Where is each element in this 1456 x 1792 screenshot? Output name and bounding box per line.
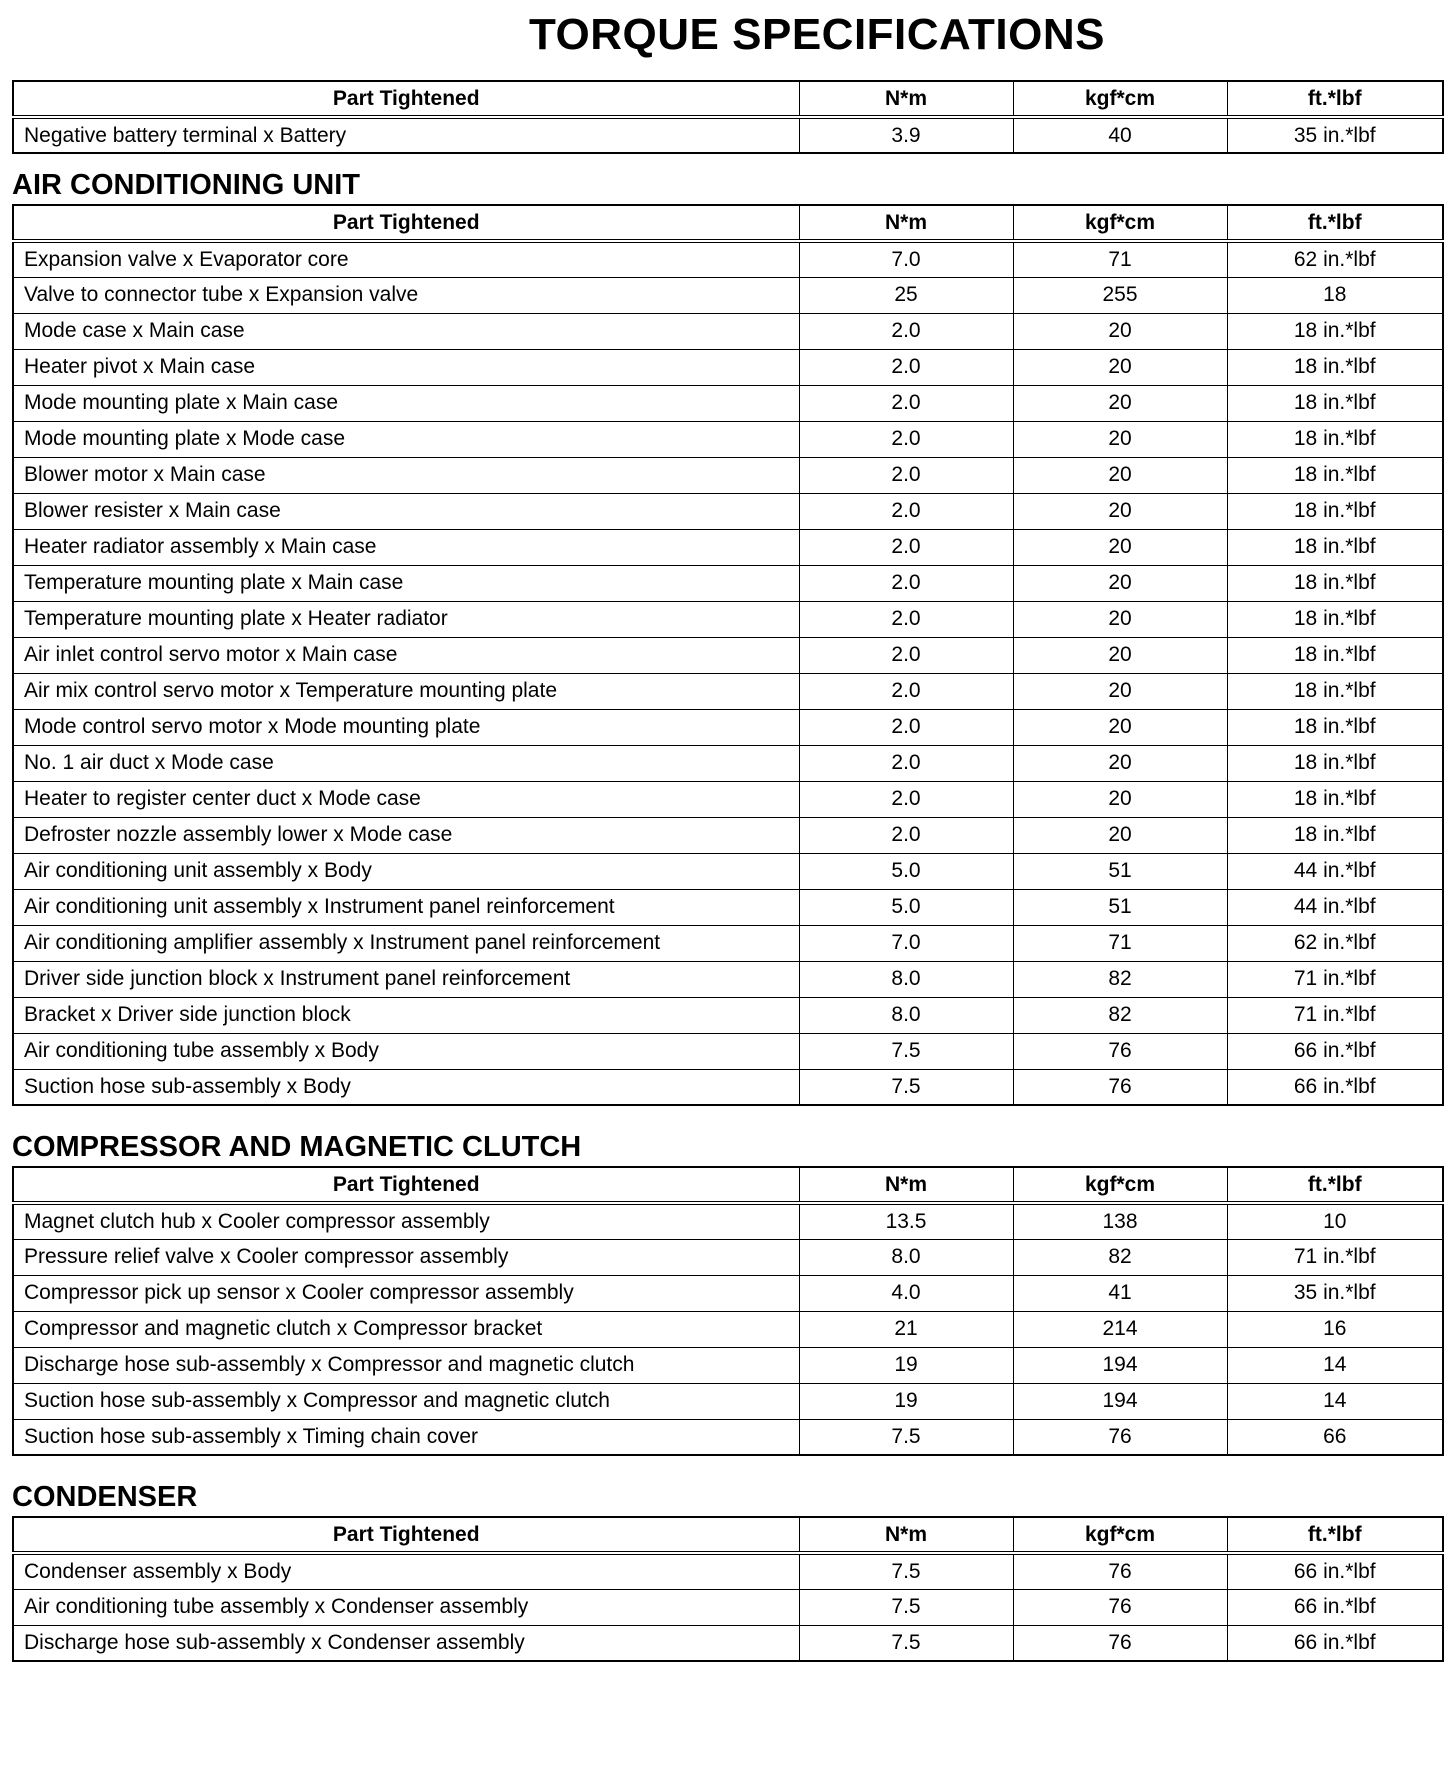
- spec-section: [12, 154, 1442, 1106]
- cell-kgfcm: 20: [1013, 565, 1227, 601]
- cell-kgfcm: 214: [1013, 1311, 1227, 1347]
- cell-kgfcm: 76: [1013, 1553, 1227, 1589]
- cell-ftlbf: 18 in.*lbf: [1227, 745, 1443, 781]
- cell-part-tightened: Air conditioning unit assembly x Instrument panel reinforcement: [13, 889, 799, 925]
- cell-ftlbf: 66 in.*lbf: [1227, 1625, 1443, 1661]
- cell-ftlbf: 18 in.*lbf: [1227, 349, 1443, 385]
- cell-nm: 2.0: [799, 565, 1013, 601]
- header-part-tightened: Part Tightened: [13, 81, 799, 117]
- header-kgfcm: kgf*cm: [1013, 1517, 1227, 1553]
- table-row: [13, 1275, 1443, 1311]
- torque-table: [12, 1166, 1444, 1456]
- cell-part-tightened: Air conditioning tube assembly x Condenser assembly: [13, 1589, 799, 1625]
- cell-kgfcm: 138: [1013, 1203, 1227, 1239]
- header-kgfcm: kgf*cm: [1013, 205, 1227, 241]
- cell-nm: 2.0: [799, 673, 1013, 709]
- cell-kgfcm: 20: [1013, 601, 1227, 637]
- header-part-tightened: Part Tightened: [13, 1517, 799, 1553]
- header-ftlbf: ft.*lbf: [1227, 81, 1443, 117]
- cell-nm: 19: [799, 1383, 1013, 1419]
- header-ftlbf: ft.*lbf: [1227, 205, 1443, 241]
- cell-nm: 2.0: [799, 349, 1013, 385]
- cell-ftlbf: 18 in.*lbf: [1227, 709, 1443, 745]
- cell-ftlbf: 18 in.*lbf: [1227, 385, 1443, 421]
- cell-kgfcm: 76: [1013, 1625, 1227, 1661]
- header-kgfcm: kgf*cm: [1013, 81, 1227, 117]
- cell-nm: 2.0: [799, 457, 1013, 493]
- cell-part-tightened: Defroster nozzle assembly lower x Mode case: [13, 817, 799, 853]
- cell-kgfcm: 20: [1013, 385, 1227, 421]
- cell-ftlbf: 18 in.*lbf: [1227, 781, 1443, 817]
- cell-kgfcm: 71: [1013, 241, 1227, 277]
- cell-nm: 8.0: [799, 961, 1013, 997]
- cell-ftlbf: 35 in.*lbf: [1227, 1275, 1443, 1311]
- cell-nm: 2.0: [799, 421, 1013, 457]
- table-row: [13, 1033, 1443, 1069]
- torque-table: [12, 204, 1444, 1106]
- cell-kgfcm: 76: [1013, 1069, 1227, 1105]
- cell-kgfcm: 51: [1013, 889, 1227, 925]
- cell-part-tightened: Expansion valve x Evaporator core: [13, 241, 799, 277]
- table-row: [13, 889, 1443, 925]
- table-row: [13, 637, 1443, 673]
- cell-part-tightened: Heater radiator assembly x Main case: [13, 529, 799, 565]
- spec-section: [12, 1456, 1442, 1662]
- cell-ftlbf: 18 in.*lbf: [1227, 637, 1443, 673]
- cell-kgfcm: 20: [1013, 817, 1227, 853]
- cell-part-tightened: Mode mounting plate x Mode case: [13, 421, 799, 457]
- table-row: [13, 117, 1443, 153]
- table-row: [13, 1589, 1443, 1625]
- table-row: [13, 1625, 1443, 1661]
- cell-kgfcm: 20: [1013, 493, 1227, 529]
- cell-nm: 2.0: [799, 745, 1013, 781]
- table-row: [13, 1347, 1443, 1383]
- section-spacer: [12, 1456, 1442, 1480]
- cell-nm: 2.0: [799, 601, 1013, 637]
- section-heading: COMPRESSOR AND MAGNETIC CLUTCH: [12, 1131, 582, 1163]
- cell-ftlbf: 71 in.*lbf: [1227, 997, 1443, 1033]
- cell-nm: 2.0: [799, 493, 1013, 529]
- table-row: [13, 1311, 1443, 1347]
- cell-part-tightened: Air conditioning tube assembly x Body: [13, 1033, 799, 1069]
- cell-ftlbf: 14: [1227, 1347, 1443, 1383]
- cell-part-tightened: Air mix control servo motor x Temperature mounting plate: [13, 673, 799, 709]
- cell-ftlbf: 66 in.*lbf: [1227, 1589, 1443, 1625]
- cell-nm: 21: [799, 1311, 1013, 1347]
- cell-ftlbf: 14: [1227, 1383, 1443, 1419]
- cell-nm: 8.0: [799, 997, 1013, 1033]
- cell-kgfcm: 51: [1013, 853, 1227, 889]
- cell-part-tightened: Heater pivot x Main case: [13, 349, 799, 385]
- cell-kgfcm: 40: [1013, 117, 1227, 153]
- table-row: [13, 781, 1443, 817]
- cell-ftlbf: 18: [1227, 277, 1443, 313]
- section-spacer: [12, 1106, 1442, 1130]
- table-row: [13, 1383, 1443, 1419]
- cell-part-tightened: Pressure relief valve x Cooler compressor assembly: [13, 1239, 799, 1275]
- cell-kgfcm: 194: [1013, 1347, 1227, 1383]
- cell-kgfcm: 20: [1013, 709, 1227, 745]
- table-row: [13, 457, 1443, 493]
- cell-ftlbf: 18 in.*lbf: [1227, 421, 1443, 457]
- table-row: [13, 529, 1443, 565]
- cell-ftlbf: 18 in.*lbf: [1227, 457, 1443, 493]
- cell-part-tightened: Negative battery terminal x Battery: [13, 117, 799, 153]
- cell-ftlbf: 18 in.*lbf: [1227, 493, 1443, 529]
- cell-kgfcm: 82: [1013, 961, 1227, 997]
- cell-part-tightened: Condenser assembly x Body: [13, 1553, 799, 1589]
- cell-ftlbf: 71 in.*lbf: [1227, 961, 1443, 997]
- cell-part-tightened: Temperature mounting plate x Main case: [13, 565, 799, 601]
- cell-ftlbf: 66 in.*lbf: [1227, 1033, 1443, 1069]
- cell-part-tightened: Compressor pick up sensor x Cooler compressor assembly: [13, 1275, 799, 1311]
- cell-part-tightened: Discharge hose sub-assembly x Condenser assembly: [13, 1625, 799, 1661]
- table-row: [13, 601, 1443, 637]
- table-row: [13, 277, 1443, 313]
- table-row: [13, 1203, 1443, 1239]
- header-part-tightened: Part Tightened: [13, 205, 799, 241]
- header-nm: N*m: [799, 1167, 1013, 1203]
- cell-nm: 7.5: [799, 1419, 1013, 1455]
- table-row: [13, 925, 1443, 961]
- cell-ftlbf: 18 in.*lbf: [1227, 565, 1443, 601]
- cell-ftlbf: 66 in.*lbf: [1227, 1069, 1443, 1105]
- cell-kgfcm: 76: [1013, 1419, 1227, 1455]
- table-row: [13, 493, 1443, 529]
- cell-part-tightened: Air conditioning amplifier assembly x Instrument panel reinforcement: [13, 925, 799, 961]
- cell-part-tightened: Mode case x Main case: [13, 313, 799, 349]
- section-heading: AIR CONDITIONING UNIT: [12, 169, 360, 201]
- cell-nm: 19: [799, 1347, 1013, 1383]
- table-row: [13, 1069, 1443, 1105]
- header-nm: N*m: [799, 205, 1013, 241]
- table-header-row: [13, 205, 1443, 241]
- cell-nm: 25: [799, 277, 1013, 313]
- page: [12, 0, 1442, 1662]
- cell-ftlbf: 44 in.*lbf: [1227, 889, 1443, 925]
- cell-nm: 7.5: [799, 1553, 1013, 1589]
- cell-kgfcm: 194: [1013, 1383, 1227, 1419]
- cell-nm: 7.5: [799, 1625, 1013, 1661]
- table-header-row: [13, 81, 1443, 117]
- cell-part-tightened: Suction hose sub-assembly x Body: [13, 1069, 799, 1105]
- cell-nm: 4.0: [799, 1275, 1013, 1311]
- cell-kgfcm: 20: [1013, 529, 1227, 565]
- cell-nm: 2.0: [799, 385, 1013, 421]
- cell-part-tightened: Compressor and magnetic clutch x Compressor bracket: [13, 1311, 799, 1347]
- spec-section: [12, 1106, 1442, 1456]
- table-row: [13, 241, 1443, 277]
- cell-nm: 7.0: [799, 241, 1013, 277]
- cell-part-tightened: Discharge hose sub-assembly x Compressor and magnetic clutch: [13, 1347, 799, 1383]
- cell-part-tightened: Bracket x Driver side junction block: [13, 997, 799, 1033]
- cell-ftlbf: 66 in.*lbf: [1227, 1553, 1443, 1589]
- page-title: TORQUE SPECIFICATIONS: [528, 10, 1106, 59]
- table-row: [13, 817, 1443, 853]
- table-row: [13, 673, 1443, 709]
- cell-part-tightened: Air inlet control servo motor x Main case: [13, 637, 799, 673]
- header-ftlbf: ft.*lbf: [1227, 1517, 1443, 1553]
- cell-kgfcm: 82: [1013, 997, 1227, 1033]
- cell-kgfcm: 255: [1013, 277, 1227, 313]
- table-header-row: [13, 1517, 1443, 1553]
- cell-nm: 2.0: [799, 529, 1013, 565]
- header-nm: N*m: [799, 1517, 1013, 1553]
- cell-kgfcm: 20: [1013, 673, 1227, 709]
- table-row: [13, 385, 1443, 421]
- cell-kgfcm: 20: [1013, 781, 1227, 817]
- cell-nm: 2.0: [799, 313, 1013, 349]
- cell-nm: 3.9: [799, 117, 1013, 153]
- cell-ftlbf: 10: [1227, 1203, 1443, 1239]
- table-row: [13, 349, 1443, 385]
- cell-nm: 13.5: [799, 1203, 1013, 1239]
- cell-nm: 7.5: [799, 1589, 1013, 1625]
- table-row: [13, 1239, 1443, 1275]
- cell-ftlbf: 62 in.*lbf: [1227, 925, 1443, 961]
- cell-part-tightened: Air conditioning unit assembly x Body: [13, 853, 799, 889]
- table-row: [13, 745, 1443, 781]
- cell-ftlbf: 35 in.*lbf: [1227, 117, 1443, 153]
- cell-kgfcm: 82: [1013, 1239, 1227, 1275]
- cell-part-tightened: Mode mounting plate x Main case: [13, 385, 799, 421]
- cell-nm: 2.0: [799, 709, 1013, 745]
- cell-ftlbf: 18 in.*lbf: [1227, 313, 1443, 349]
- cell-kgfcm: 20: [1013, 421, 1227, 457]
- cell-nm: 7.5: [799, 1069, 1013, 1105]
- cell-ftlbf: 71 in.*lbf: [1227, 1239, 1443, 1275]
- header-ftlbf: ft.*lbf: [1227, 1167, 1443, 1203]
- cell-nm: 7.0: [799, 925, 1013, 961]
- table-row: [13, 565, 1443, 601]
- cell-part-tightened: Blower resister x Main case: [13, 493, 799, 529]
- cell-kgfcm: 20: [1013, 637, 1227, 673]
- table-row: [13, 421, 1443, 457]
- cell-nm: 5.0: [799, 853, 1013, 889]
- cell-kgfcm: 76: [1013, 1589, 1227, 1625]
- cell-kgfcm: 20: [1013, 349, 1227, 385]
- header-kgfcm: kgf*cm: [1013, 1167, 1227, 1203]
- cell-part-tightened: No. 1 air duct x Mode case: [13, 745, 799, 781]
- cell-part-tightened: Magnet clutch hub x Cooler compressor assembly: [13, 1203, 799, 1239]
- cell-ftlbf: 18 in.*lbf: [1227, 601, 1443, 637]
- cell-part-tightened: Suction hose sub-assembly x Timing chain cover: [13, 1419, 799, 1455]
- cell-part-tightened: Suction hose sub-assembly x Compressor and magnetic clutch: [13, 1383, 799, 1419]
- table-row: [13, 1419, 1443, 1455]
- cell-nm: 5.0: [799, 889, 1013, 925]
- table-header-row: [13, 1167, 1443, 1203]
- table-row: [13, 313, 1443, 349]
- cell-kgfcm: 20: [1013, 313, 1227, 349]
- cell-part-tightened: Driver side junction block x Instrument panel reinforcement: [13, 961, 799, 997]
- table-row: [13, 853, 1443, 889]
- cell-part-tightened: Blower motor x Main case: [13, 457, 799, 493]
- cell-nm: 7.5: [799, 1033, 1013, 1069]
- spec-section: [12, 80, 1442, 154]
- header-part-tightened: Part Tightened: [13, 1167, 799, 1203]
- table-row: [13, 961, 1443, 997]
- cell-nm: 2.0: [799, 781, 1013, 817]
- cell-part-tightened: Temperature mounting plate x Heater radiator: [13, 601, 799, 637]
- sections-container: [12, 80, 1442, 1662]
- table-row: [13, 709, 1443, 745]
- table-row: [13, 1553, 1443, 1589]
- cell-ftlbf: 66: [1227, 1419, 1443, 1455]
- cell-nm: 2.0: [799, 817, 1013, 853]
- torque-table: [12, 1516, 1444, 1662]
- cell-ftlbf: 62 in.*lbf: [1227, 241, 1443, 277]
- torque-table: [12, 80, 1444, 154]
- cell-nm: 2.0: [799, 637, 1013, 673]
- cell-kgfcm: 41: [1013, 1275, 1227, 1311]
- cell-kgfcm: 71: [1013, 925, 1227, 961]
- cell-kgfcm: 76: [1013, 1033, 1227, 1069]
- cell-nm: 8.0: [799, 1239, 1013, 1275]
- cell-part-tightened: Valve to connector tube x Expansion valve: [13, 277, 799, 313]
- section-heading: CONDENSER: [12, 1481, 198, 1513]
- cell-kgfcm: 20: [1013, 745, 1227, 781]
- cell-ftlbf: 18 in.*lbf: [1227, 673, 1443, 709]
- cell-ftlbf: 44 in.*lbf: [1227, 853, 1443, 889]
- cell-ftlbf: 16: [1227, 1311, 1443, 1347]
- cell-part-tightened: Heater to register center duct x Mode case: [13, 781, 799, 817]
- section-spacer: [12, 154, 1442, 168]
- cell-kgfcm: 20: [1013, 457, 1227, 493]
- cell-ftlbf: 18 in.*lbf: [1227, 529, 1443, 565]
- cell-ftlbf: 18 in.*lbf: [1227, 817, 1443, 853]
- header-nm: N*m: [799, 81, 1013, 117]
- table-row: [13, 997, 1443, 1033]
- cell-part-tightened: Mode control servo motor x Mode mounting plate: [13, 709, 799, 745]
